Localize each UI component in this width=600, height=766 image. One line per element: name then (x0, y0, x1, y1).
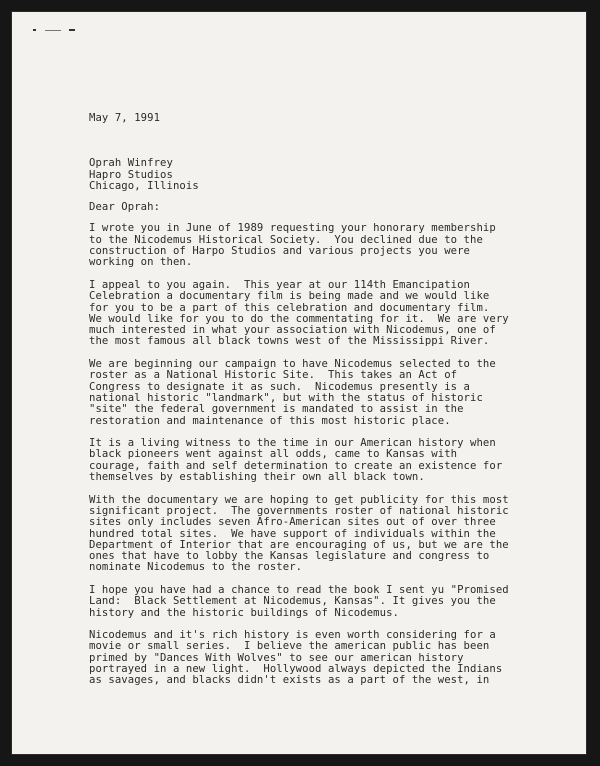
paragraph-line: Congress to designate it as such. Nicodemus presently is a (89, 380, 471, 393)
paragraph-line: national historic "landmark", but with the status of historic (89, 391, 483, 404)
paragraph-1 (89, 223, 529, 268)
paragraph-line: black pioneers went against all odds, came to Kansas with (89, 448, 458, 461)
paragraph-line: construction of Harpo Studios and various projects you were (89, 245, 471, 258)
paragraph-line: as savages, and blacks didn't exists as a part of the west, in (89, 674, 490, 687)
recipient-company: Hapro Studios (89, 168, 173, 181)
margin-mark (33, 29, 75, 32)
recipient-city: Chicago, Illinois (89, 179, 199, 192)
paragraph-line: Celebration a documentary film is being made and we would like (89, 290, 490, 303)
salutation: Dear Oprah: (89, 201, 161, 214)
paragraph-7 (89, 630, 529, 686)
paragraph-6 (89, 585, 529, 619)
paragraph-line: I wrote you in June of 1989 requesting your honorary membership (89, 222, 496, 235)
paragraph-line: nominate Nicodemus to the roster. (89, 561, 303, 574)
paragraph-line: movie or small series. I believe the american public has been (89, 640, 490, 653)
paragraph-line: Nicodemus and it's rich history is even worth considering for a (89, 629, 496, 642)
paragraph-line: roster as a National Historic Site. This takes an Act of (89, 369, 458, 382)
paragraph-3 (89, 359, 529, 427)
paragraph-line: primed by "Dances With Wolves" to see our american history (89, 651, 464, 664)
paragraph-line: We would like for you to do the commentating for it. We are very (89, 312, 509, 325)
paragraph-line: "site" the federal government is mandated to assist in the (89, 403, 464, 416)
paragraph-line: much interested in what your association with Nicodemus, one of (89, 324, 496, 337)
paragraph-5 (89, 495, 529, 574)
recipient-name: Oprah Winfrey (89, 157, 173, 170)
paragraph-line: to the Nicodemus Historical Society. You declined due to the (89, 233, 483, 246)
paragraph-line: the most famous all black towns west of the Mississippi River. (89, 335, 490, 348)
paragraph-line: Land: Black Settlement at Nicodemus, Kansas". It gives you the (89, 595, 496, 608)
paragraph-line: With the documentary we are hoping to get publicity for this most (89, 493, 509, 506)
paragraph-line: for you to be a part of this celebration and documentary film. (89, 301, 490, 314)
paragraph-4 (89, 438, 529, 483)
paragraph-line: hundred total sites. We have support of individuals within the (89, 527, 496, 540)
paragraph-line: history and the historic buildings of Nicodemus. (89, 606, 399, 619)
letter-body (89, 113, 529, 687)
paragraph-line: significant project. The governments roster of national historic (89, 504, 509, 517)
letter-date: May 7, 1991 (89, 112, 161, 124)
paragraph-line: Department of Interior that are encouraging of us, but we are the (89, 538, 509, 551)
paragraph-line: working on then. (89, 256, 193, 269)
paragraph-line: We are beginning our campaign to have Nicodemus selected to the (89, 358, 496, 371)
paragraph-line: I hope you have had a chance to read the book I sent yu "Promised (89, 583, 509, 596)
paragraph-line: restoration and maintenance of this most historic place. (89, 414, 451, 427)
recipient-address (89, 158, 529, 192)
paragraph-line: sites only includes seven Afro-American sites out of over three (89, 516, 496, 529)
paragraph-line: courage, faith and self determination to create an existence for (89, 459, 503, 472)
paragraph-line: It is a living witness to the time in our American history when (89, 437, 496, 450)
paragraph-line: themselves by establishing their own all black town. (89, 471, 425, 484)
paragraph-line: ones that have to lobby the Kansas legislature and congress to (89, 550, 490, 563)
paragraph-line: I appeal to you again. This year at our 114th Emancipation (89, 278, 471, 291)
paragraph-2 (89, 280, 529, 348)
paragraph-line: portrayed in a new light. Hollywood always depicted the Indians (89, 663, 503, 676)
